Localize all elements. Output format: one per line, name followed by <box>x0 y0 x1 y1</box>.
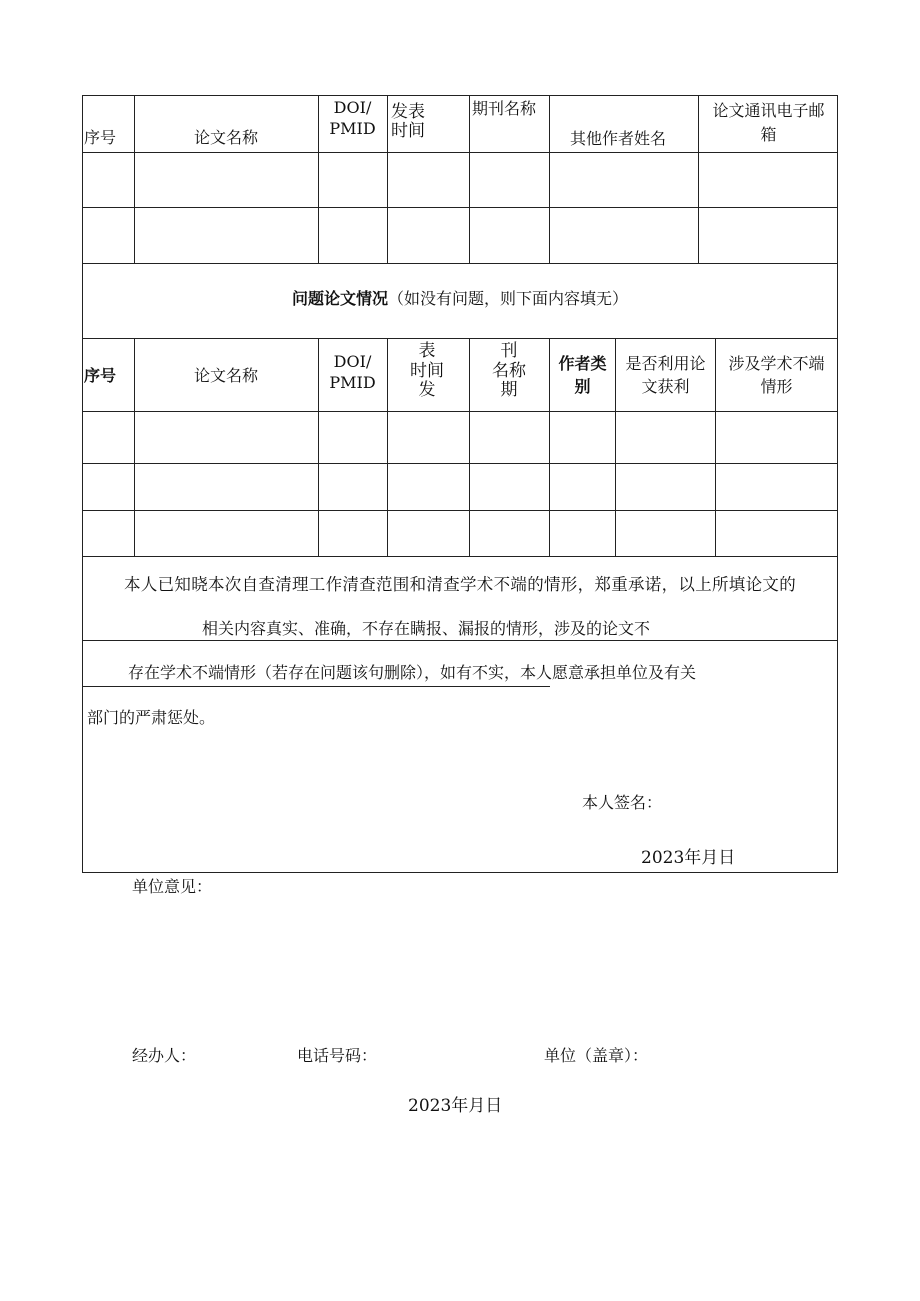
header2-seq: 序号 <box>84 366 117 385</box>
declaration-line4: 部门的严肃惩处。 <box>87 708 216 727</box>
header2-profit: 是否利用论 文获利 <box>625 354 706 397</box>
declaration-line2: 相关内容真实、准确，不存在瞒报、漏报的情形，涉及的论文不 <box>202 619 651 638</box>
problem-section-title-note: （如没有问题，则下面内容填无） <box>388 289 629 308</box>
table1-row2-journal-cell[interactable] <box>470 208 549 263</box>
header2-paper-title: 论文名称 <box>193 366 258 385</box>
problem-section-title-bold: 问题论文情况 <box>291 289 388 308</box>
table2-row2[interactable] <box>83 464 837 510</box>
table1-row2-seq-cell[interactable] <box>83 208 134 263</box>
signature-field[interactable] <box>550 815 700 845</box>
header-publish-time: 发表 时间 <box>391 102 425 142</box>
header2-journal: 刊 名称 期 <box>492 341 526 401</box>
header-seq: 序号 <box>84 128 117 147</box>
table1-row1-title-cell[interactable] <box>135 153 318 207</box>
table2-row3[interactable] <box>83 511 837 556</box>
signature-label: 本人签名： <box>582 793 663 812</box>
table1-row2-doi-cell[interactable] <box>319 208 387 263</box>
table1-row1-time-cell[interactable] <box>388 153 469 207</box>
header-email: 论文通讯电子邮 箱 <box>712 101 825 144</box>
header2-misconduct: 涉及学术不端 情形 <box>728 354 825 397</box>
header-doi: DOI/ PMID <box>329 98 376 138</box>
table1-row1-email-cell[interactable] <box>699 153 837 207</box>
unit-opinion-label: 单位意见： <box>132 877 213 896</box>
header-paper-title: 论文名称 <box>193 128 258 147</box>
table1-row2-email-cell[interactable] <box>699 208 837 263</box>
header2-doi: DOI/ PMID <box>329 352 376 392</box>
header-coauthors: 其他作者姓名 <box>570 129 667 148</box>
table1-row2-coauthors-cell[interactable] <box>550 208 698 263</box>
problem-section-title <box>82 289 838 309</box>
table1-row2-title-cell[interactable] <box>135 208 318 263</box>
declaration-date: 2023年月日 <box>641 848 736 868</box>
handler-label: 经办人： <box>132 1046 197 1065</box>
header2-author-type: 作者类 别 <box>558 354 607 397</box>
header2-publish-time: 表 时间 发 <box>410 341 444 401</box>
unit-date: 2023年月日 <box>408 1096 503 1116</box>
phone-label: 电话号码： <box>297 1046 378 1065</box>
table1-row2-time-cell[interactable] <box>388 208 469 263</box>
unit-opinion-field[interactable] <box>132 905 832 1025</box>
seal-label: 单位（盖章）： <box>544 1046 649 1065</box>
header-journal: 期刊名称 <box>472 99 537 118</box>
declaration-line1: 本人已知晓本次自查清理工作清查范围和清查学术不端的情形，郑重承诺，以上所填论文的 <box>124 575 796 594</box>
table1-row1-journal-cell[interactable] <box>470 153 549 207</box>
table1-row1-seq-cell[interactable] <box>83 153 134 207</box>
table1-row1-coauthors-cell[interactable] <box>550 153 698 207</box>
declaration-line3: 存在学术不端情形（若存在问题该句删除），如有不实，本人愿意承担单位及有关 <box>128 663 697 682</box>
table1-row1-doi-cell[interactable] <box>319 153 387 207</box>
table2-row1[interactable] <box>83 412 837 463</box>
